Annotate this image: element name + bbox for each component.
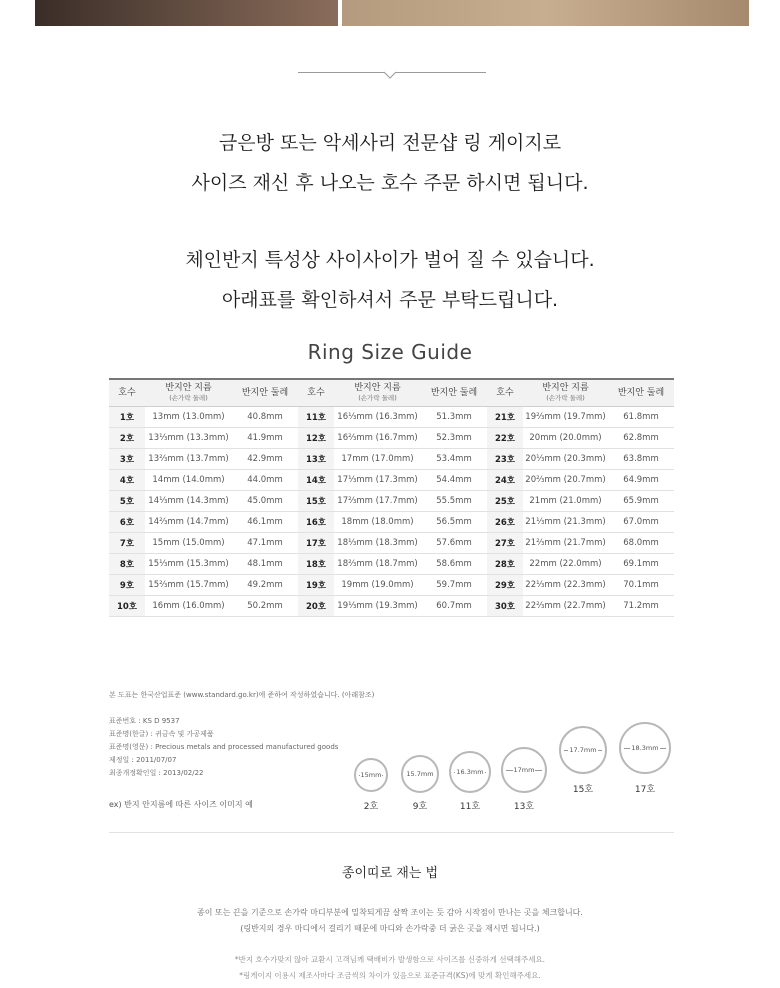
- header-diameter-label: 반지안 지름: [165, 383, 212, 393]
- inner-circumference-cell: 52.3mm: [421, 428, 487, 449]
- size-number-cell: 29호: [487, 575, 523, 596]
- paper-method-title: 종이띠로 재는 법: [341, 866, 439, 881]
- size-number-cell: 9호: [109, 575, 145, 596]
- inner-diameter-cell: 15⅔mm (15.7mm): [145, 575, 232, 596]
- inner-circumference-cell: 49.2mm: [232, 575, 298, 596]
- ring-circle: [501, 747, 547, 793]
- size-number-cell: 24호: [487, 470, 523, 491]
- table-row: [109, 407, 674, 428]
- size-number-cell: 25호: [487, 491, 523, 512]
- inner-diameter-cell: 18⅔mm (18.7mm): [334, 554, 421, 575]
- inner-circumference-cell: 40.8mm: [232, 407, 298, 428]
- inner-circumference-cell: 41.9mm: [232, 428, 298, 449]
- inner-circumference-cell: 55.5mm: [421, 491, 487, 512]
- size-number-cell: 16호: [298, 512, 334, 533]
- size-number-cell: 14호: [298, 470, 334, 491]
- inner-diameter-cell: 18⅓mm (18.3mm): [334, 533, 421, 554]
- inner-diameter-cell: 14⅓mm (14.3mm): [145, 491, 232, 512]
- inner-diameter-cell: 17⅓mm (17.3mm): [334, 470, 421, 491]
- table-row: [109, 512, 674, 533]
- inner-diameter-cell: 19mm (19.0mm): [334, 575, 421, 596]
- ring-diameter-label: 16.3mm: [456, 768, 484, 776]
- inner-diameter-cell: 16⅓mm (16.3mm): [334, 407, 421, 428]
- ring-circle: [449, 751, 491, 793]
- size-number-cell: 22호: [487, 428, 523, 449]
- inner-diameter-cell: 16⅔mm (16.7mm): [334, 428, 421, 449]
- ring-size-label: 17호: [634, 785, 656, 795]
- intro-line-1: 금은방 또는 악세사리 전문샵 링 게이지로: [218, 132, 562, 154]
- inner-circumference-cell: 53.4mm: [421, 449, 487, 470]
- inner-diameter-cell: 22⅔mm (22.7mm): [523, 596, 608, 617]
- header-number: 호수: [298, 379, 334, 407]
- inner-circumference-cell: 70.1mm: [608, 575, 674, 596]
- inner-circumference-cell: 44.0mm: [232, 470, 298, 491]
- inner-circumference-cell: 62.8mm: [608, 428, 674, 449]
- inner-circumference-cell: 45.0mm: [232, 491, 298, 512]
- size-number-cell: 7호: [109, 533, 145, 554]
- ring-size-label: 15호: [572, 785, 594, 795]
- inner-circumference-cell: 71.2mm: [608, 596, 674, 617]
- size-number-cell: 21호: [487, 407, 523, 428]
- header-circumference: 반지안 둘레: [421, 379, 487, 407]
- ring-circle: [354, 758, 388, 792]
- standard-established: 제정일 : 2011/07/07: [109, 756, 177, 764]
- standard-number: 표준번호 : KS D 9537: [109, 717, 180, 725]
- ring-size-label: 11호: [459, 802, 481, 812]
- ring-size-label: 13호: [513, 802, 535, 812]
- inner-circumference-cell: 42.9mm: [232, 449, 298, 470]
- table-row: [109, 491, 674, 512]
- size-number-cell: 30호: [487, 596, 523, 617]
- ring-diameter-wrap: [503, 766, 545, 774]
- inner-diameter-cell: 20mm (20.0mm): [523, 428, 608, 449]
- size-number-cell: 19호: [298, 575, 334, 596]
- exchange-note: *반지 호수가맞지 않아 교환시 고객님께 택배비가 발생함으로 사이즈를 신중하게 선택해주세요.: [234, 955, 546, 964]
- size-number-cell: 17호: [298, 533, 334, 554]
- inner-circumference-cell: 48.1mm: [232, 554, 298, 575]
- example-label: ex) 반지 안지름에 따른 사이즈 이미지 예: [109, 800, 253, 809]
- inner-circumference-cell: 60.7mm: [421, 596, 487, 617]
- table-header-row: [109, 379, 674, 407]
- inner-diameter-cell: 16mm (16.0mm): [145, 596, 232, 617]
- ring-diameter-label: 15.7mm: [406, 770, 434, 778]
- header-diameter-sub: (손가락 둘레): [358, 394, 397, 402]
- section-divider: [109, 832, 674, 833]
- inner-circumference-cell: 64.9mm: [608, 470, 674, 491]
- table-row: [109, 596, 674, 617]
- inner-diameter-cell: 14⅔mm (14.7mm): [145, 512, 232, 533]
- ring-diameter-label: 17mm: [513, 766, 535, 774]
- size-number-cell: 12호: [298, 428, 334, 449]
- size-number-cell: 4호: [109, 470, 145, 491]
- inner-diameter-cell: 17mm (17.0mm): [334, 449, 421, 470]
- intro-line-4: 아래표를 확인하셔서 주문 부탁드립니다.: [221, 289, 559, 311]
- inner-diameter-cell: 13mm (13.0mm): [145, 407, 232, 428]
- inner-circumference-cell: 54.4mm: [421, 470, 487, 491]
- ring-diameter-wrap: [561, 746, 605, 754]
- header-diameter-label: 반지안 지름: [542, 383, 589, 393]
- header-diameter-label: 반지안 지름: [354, 383, 401, 393]
- inner-circumference-cell: 46.1mm: [232, 512, 298, 533]
- inner-diameter-cell: 21⅓mm (21.3mm): [523, 512, 608, 533]
- product-photo-left: [35, 0, 338, 26]
- ring-circle: [559, 726, 607, 774]
- inner-diameter-cell: 13⅓mm (13.3mm): [145, 428, 232, 449]
- inner-diameter-cell: 15mm (15.0mm): [145, 533, 232, 554]
- inner-diameter-cell: 22⅓mm (22.3mm): [523, 575, 608, 596]
- size-number-cell: 15호: [298, 491, 334, 512]
- size-number-cell: 13호: [298, 449, 334, 470]
- inner-circumference-cell: 68.0mm: [608, 533, 674, 554]
- table-row: [109, 554, 674, 575]
- inner-diameter-cell: 19⅔mm (19.7mm): [523, 407, 608, 428]
- paper-method-desc-2: (링반지의 경우 마디에서 걸리기 때문에 마디와 손가락중 더 굵은 곳을 재시면 됩니다.): [240, 924, 540, 933]
- table-row: [109, 470, 674, 491]
- ring-circle: [401, 755, 439, 793]
- standard-revised: 최종개정확인일 : 2013/02/22: [109, 769, 204, 777]
- inner-circumference-cell: 47.1mm: [232, 533, 298, 554]
- inner-circumference-cell: 59.7mm: [421, 575, 487, 596]
- ring-diameter-label: 18.3mm: [631, 744, 659, 752]
- size-number-cell: 2호: [109, 428, 145, 449]
- header-diameter: [523, 379, 608, 407]
- inner-circumference-cell: 61.8mm: [608, 407, 674, 428]
- size-number-cell: 1호: [109, 407, 145, 428]
- divider-notch-icon: [384, 71, 396, 79]
- inner-circumference-cell: 57.6mm: [421, 533, 487, 554]
- table-row: [109, 449, 674, 470]
- size-number-cell: 27호: [487, 533, 523, 554]
- table-row: [109, 575, 674, 596]
- size-number-cell: 8호: [109, 554, 145, 575]
- table-row: [109, 428, 674, 449]
- inner-circumference-cell: 69.1mm: [608, 554, 674, 575]
- size-number-cell: 3호: [109, 449, 145, 470]
- header-diameter-sub: (손가락 둘레): [169, 394, 208, 402]
- header-diameter: [145, 379, 232, 407]
- inner-circumference-cell: 67.0mm: [608, 512, 674, 533]
- inner-circumference-cell: 65.9mm: [608, 491, 674, 512]
- inner-diameter-cell: 17⅔mm (17.7mm): [334, 491, 421, 512]
- gauge-note: *링게이지 이용시 제조사마다 조금씩의 차이가 있음으로 표준규격(KS)에 맞게 확인해주세요.: [239, 971, 541, 980]
- header-circumference: 반지안 둘레: [608, 379, 674, 407]
- ring-diameter-wrap: [621, 744, 669, 752]
- header-diameter-sub: (손가락 둘레): [546, 394, 585, 402]
- inner-circumference-cell: 58.6mm: [421, 554, 487, 575]
- inner-diameter-cell: 13⅔mm (13.7mm): [145, 449, 232, 470]
- inner-diameter-cell: 22mm (22.0mm): [523, 554, 608, 575]
- inner-circumference-cell: 63.8mm: [608, 449, 674, 470]
- header-number: 호수: [487, 379, 523, 407]
- ring-circle: [619, 722, 671, 774]
- ring-diameter-wrap: [403, 770, 437, 778]
- size-number-cell: 26호: [487, 512, 523, 533]
- paper-method-desc-1: 종이 또는 끈을 기준으로 손가락 마디부분에 밀착되게끔 살짝 조이는 듯 감아 시작점이 만나는 곳을 체크합니다.: [197, 908, 583, 917]
- ring-size-label: 2호: [363, 802, 379, 812]
- inner-diameter-cell: 19⅓mm (19.3mm): [334, 596, 421, 617]
- ring-diameter-label: 15mm: [360, 771, 382, 779]
- ring-diameter-wrap: [451, 768, 489, 776]
- size-number-cell: 11호: [298, 407, 334, 428]
- intro-line-2: 사이즈 재신 후 나오는 호수 주문 하시면 됩니다.: [191, 172, 589, 194]
- size-number-cell: 18호: [298, 554, 334, 575]
- size-number-cell: 10호: [109, 596, 145, 617]
- inner-circumference-cell: 50.2mm: [232, 596, 298, 617]
- size-number-cell: 6호: [109, 512, 145, 533]
- inner-diameter-cell: 21⅔mm (21.7mm): [523, 533, 608, 554]
- inner-circumference-cell: 51.3mm: [421, 407, 487, 428]
- product-photo-right: [342, 0, 749, 26]
- inner-diameter-cell: 20⅔mm (20.7mm): [523, 470, 608, 491]
- inner-diameter-cell: 21mm (21.0mm): [523, 491, 608, 512]
- header-circumference: 반지안 둘레: [232, 379, 298, 407]
- intro-line-3: 체인반지 특성상 사이사이가 벌어 질 수 있습니다.: [185, 249, 595, 271]
- standard-name-ko: 표준명(한글) : 귀금속 및 가공제품: [109, 730, 214, 738]
- inner-diameter-cell: 20⅓mm (20.3mm): [523, 449, 608, 470]
- header-number: 호수: [109, 379, 145, 407]
- ring-size-table: [109, 378, 674, 617]
- inner-diameter-cell: 18mm (18.0mm): [334, 512, 421, 533]
- size-number-cell: 23호: [487, 449, 523, 470]
- size-number-cell: 28호: [487, 554, 523, 575]
- header-diameter: [334, 379, 421, 407]
- size-number-cell: 20호: [298, 596, 334, 617]
- ring-size-label: 9호: [412, 802, 428, 812]
- inner-circumference-cell: 56.5mm: [421, 512, 487, 533]
- source-note: 본 도표는 한국산업표준 (www.standard.go.kr)에 준하여 작성하였습니다. (아래참조): [109, 691, 375, 699]
- inner-diameter-cell: 14mm (14.0mm): [145, 470, 232, 491]
- size-number-cell: 5호: [109, 491, 145, 512]
- ring-diameter-label: 17.7mm: [569, 746, 597, 754]
- inner-diameter-cell: 15⅓mm (15.3mm): [145, 554, 232, 575]
- standard-name-en: 표준명(영문) : Precious metals and processed manufactured goods: [109, 743, 339, 751]
- table-row: [109, 533, 674, 554]
- ring-size-guide-title: Ring Size Guide: [307, 340, 473, 364]
- ring-diameter-wrap: [356, 771, 386, 779]
